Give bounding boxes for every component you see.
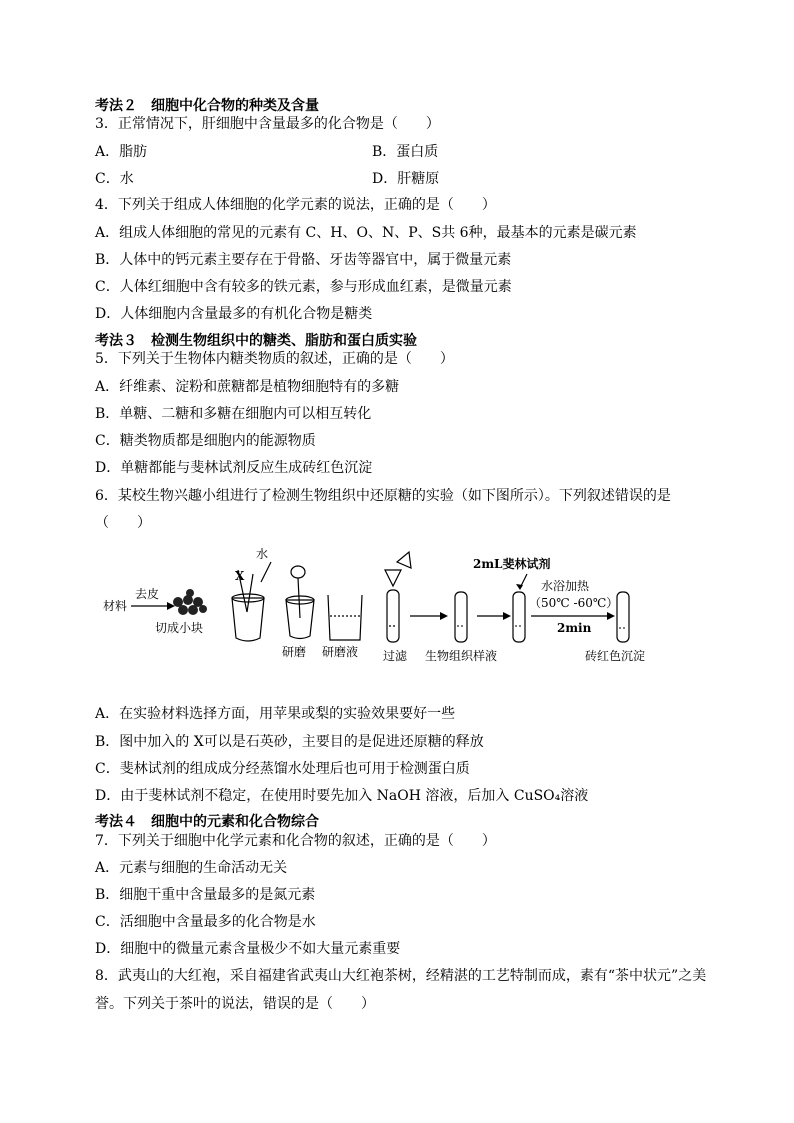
question-7-stem: 7．下列关于细胞中化学元素和化合物的叙述，正确的是（ ） bbox=[95, 833, 496, 849]
cut-pieces-icon bbox=[173, 589, 207, 615]
pestle-cup-icon bbox=[286, 566, 314, 639]
section-heading-3: 考法３ 检测生物组织中的糖类、脂肪和蛋白质实验 bbox=[95, 333, 417, 349]
question-6-stem: 6．某校生物兴趣小组进行了检测生物组织中还原糖的实验（如下图所示）。下列叙述错误的是 bbox=[95, 488, 671, 504]
question-5-option-c: C．糖类物质都是细胞内的能源物质 bbox=[95, 433, 316, 449]
question-5-option-b: B．单糖、二糖和多糖在细胞内可以相互转化 bbox=[95, 406, 372, 422]
fig-label-result: 砖红色沉淀 bbox=[585, 649, 646, 663]
question-3-option-b: B．蛋白质 bbox=[372, 144, 439, 160]
reagent-arrow-head bbox=[516, 584, 523, 590]
question-3-option-d: D．肝糖原 bbox=[372, 171, 440, 187]
fig-label-slurry: 研磨液 bbox=[322, 645, 359, 659]
question-6-option-c: C．斐林试剂的组成成分经蒸馏水处理后也可用于检测蛋白质 bbox=[95, 761, 470, 777]
question-6-option-d: D．由于斐林试剂不稳定，在使用时要先加入 NaOH 溶液，后加入 CuSO₄溶液 bbox=[95, 788, 589, 804]
question-5-option-a: A．纤维素、淀粉和蔗糖都是植物细胞特有的多糖 bbox=[95, 379, 400, 395]
question-3-option-c: C．水 bbox=[95, 171, 134, 187]
question-6-option-b: B．图中加入的 X可以是石英砂，主要目的是促进还原糖的释放 bbox=[95, 734, 484, 750]
section-heading-2: 考法２ 细胞中化合物的种类及含量 bbox=[95, 98, 319, 114]
arrow-4-head bbox=[607, 612, 615, 620]
question-8-stem: 8．武夷山的大红袍，采自福建省武夷山大红袍茶树，经精湛的工艺特制而成，素有“茶中状元”之美 bbox=[95, 968, 707, 984]
question-3-option-a: A．脂肪 bbox=[95, 144, 148, 160]
experiment-figure bbox=[95, 540, 655, 670]
fig-label-sample: 生物组织样液 bbox=[425, 649, 498, 663]
arrow-2-head bbox=[440, 612, 448, 620]
question-6-stem-cont: （ ） bbox=[95, 515, 151, 531]
fig-label-bath: 水浴加热 bbox=[541, 579, 590, 593]
question-4-option-b: B．人体中的钙元素主要存在于骨骼、牙齿等器官中，属于微量元素 bbox=[95, 252, 512, 268]
fig-label-water: 水 bbox=[256, 547, 269, 561]
test-tube-3-icon bbox=[617, 592, 629, 642]
fig-label-reagent: 2mL斐林试剂 bbox=[473, 557, 551, 571]
fig-label-cut: 切成小块 bbox=[155, 621, 204, 635]
fig-label-grind: 研磨 bbox=[282, 645, 307, 659]
fig-label-peel: 去皮 bbox=[135, 587, 160, 601]
fig-label-x: X bbox=[235, 569, 245, 583]
test-tube-1-icon bbox=[455, 592, 467, 642]
fig-label-temp: （50℃ -60℃） bbox=[529, 596, 619, 610]
fig-label-filter: 过滤 bbox=[383, 649, 408, 663]
question-5-option-d: D．单糖都能与斐林试剂反应生成砖红色沉淀 bbox=[95, 460, 373, 476]
question-5-stem: 5．下列关于生物体内糖类物质的叙述，正确的是（ ） bbox=[95, 351, 454, 367]
question-6-option-a: A．在实验材料选择方面，用苹果或梨的实验效果要好一些 bbox=[95, 706, 456, 722]
question-4-option-a: A．组成人体细胞的常见的元素有 C、H、O、N、P、S共 6种，最基本的元素是碳元素 bbox=[95, 225, 637, 241]
question-7-option-c: C．活细胞中含量最多的化合物是水 bbox=[95, 914, 316, 930]
question-3-stem: 3．正常情况下，肝细胞中含量最多的化合物是（ ） bbox=[95, 116, 440, 132]
test-tube-2-icon bbox=[513, 592, 525, 642]
question-8-stem-cont: 誉。下列关于茶叶的说法，错误的是（ ） bbox=[95, 996, 375, 1012]
question-7-option-a: A．元素与细胞的生命活动无关 bbox=[95, 860, 288, 876]
fig-label-material: 材料 bbox=[103, 599, 128, 613]
arrow-3-head bbox=[503, 612, 511, 620]
filter-funnel-icon bbox=[385, 552, 411, 642]
section-heading-4: 考法４ 细胞中的元素和化合物综合 bbox=[95, 814, 319, 830]
question-4-option-d: D．人体细胞内含量最多的有机化合物是糖类 bbox=[95, 306, 373, 322]
question-7-option-d: D．细胞中的微量元素含量极少不如大量元素重要 bbox=[95, 941, 401, 957]
question-7-option-b: B．细胞干重中含量最多的是氮元素 bbox=[95, 887, 316, 903]
fig-label-time: 2min bbox=[557, 621, 592, 635]
question-4-option-c: C．人体红细胞中含有较多的铁元素，参与形成血红素，是微量元素 bbox=[95, 279, 512, 295]
beaker-icon bbox=[328, 595, 362, 640]
question-4-stem: 4．下列关于组成人体细胞的化学元素的说法，正确的是（ ） bbox=[95, 197, 496, 213]
